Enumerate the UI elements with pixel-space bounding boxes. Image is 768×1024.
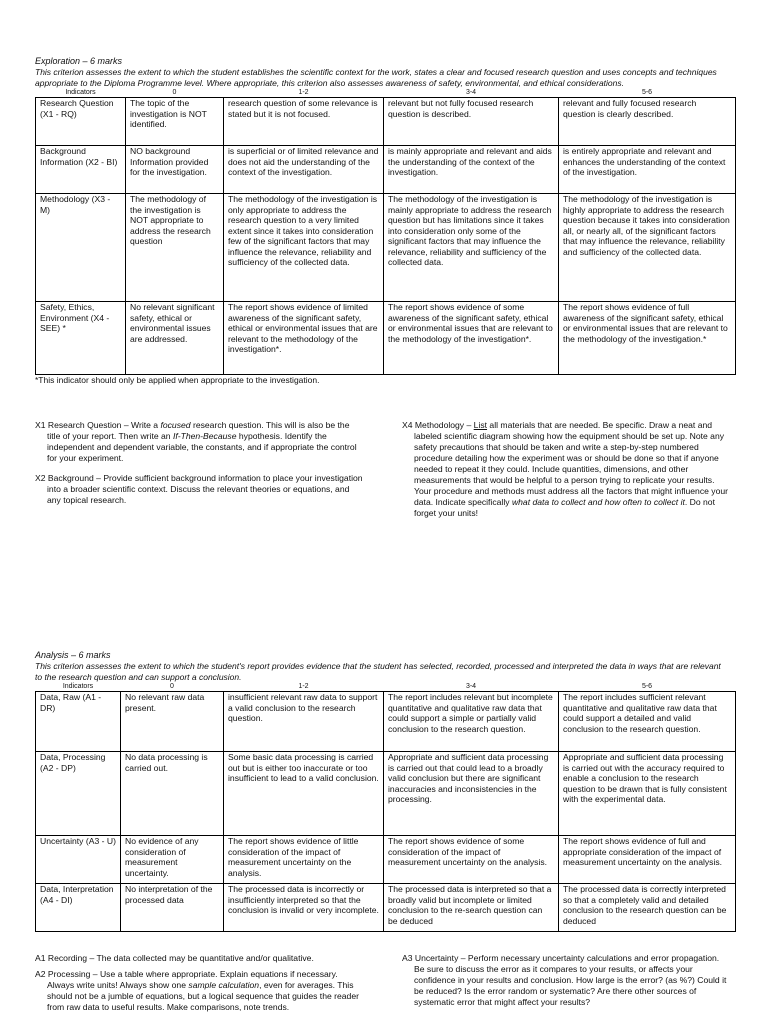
header-score: 3-4 [465,682,477,690]
table-row [36,884,736,932]
table-cell: Data, Interpretation (A4 - DI) [36,884,121,932]
exploration-notes-right [402,420,732,528]
analysis-notes-left [35,953,365,1022]
table-cell: Background Information (X2 - BI) [36,146,126,194]
analysis-description: This criterion assesses the extent to which the student's report provides evidence that the student has selected, recorded, processed and interpreted the data in ways that are relevant to the research question and can support a conclusion. [35,661,721,682]
exploration-table [35,88,736,375]
table-cell: NO background Information provided for the investigation. [126,146,224,194]
table-cell: The methodology of the investigation is mainly appropriate to address the research question but has limitations since it takes into consideration only some of the significant factors that may influence the relevance, reliability and sufficiency of the collected data. [384,194,559,302]
x1-mid: research question. This will is also be the title of your report. Then write an [47,420,350,441]
table-header-row [36,682,736,692]
a3-note: A3 Uncertainty – Perform necessary uncertainty calculations and error propagation. Be sure to discuss the error as it compares to your results, or affects your confidence in your results and conclusion. How large is the error? (as %?) Could it be reduced? Is the error random or systematic? Are there other sources of systematic error that might affect your results? [402,953,727,1007]
x4-note [402,420,732,519]
x2-note: X2 Background – Provide sufficient background information to place your investigation into a broader scientific context. Discuss the relevant theories or equations, and any topical research. [35,473,363,505]
exploration-title: Exploration – 6 marks [35,56,123,66]
analysis-notes-right [402,953,732,1017]
table-cell: The report shows evidence of limited awareness of the significant safety, ethical or environmental issues that are relevant to the methodology of the investigation*. [224,302,384,375]
analysis-title: Analysis – 6 marks [35,650,111,660]
table-cell: research question of some relevance is stated but it is not focused. [224,98,384,146]
a2-tail: , even for averages. This should not be a jumble of equations, but a logical sequence that guides the reader from raw data to useful results. Make comparisons, note trends. [47,980,359,1012]
table-header-row [36,88,736,98]
header-score: 3-4 [465,88,477,96]
table-cell: The methodology of the investigation is highly appropriate to address the research question because it takes into consideration all, or nearly all, of the significant factors that may influence the relevance, reliability and sufficiency of the collected data. [559,194,736,302]
table-cell: Methodology (X3 - M) [36,194,126,302]
x1-ifthen: If-Then-Because [172,431,237,441]
header-indicators: Indicators [62,682,94,690]
header-score: 0 [172,88,177,96]
header-score: 1-2 [298,682,309,690]
table-row [36,752,736,836]
table-cell: relevant but not fully focused research question is described. [384,98,559,146]
table-cell: Uncertainty (A3 - U) [36,836,121,884]
x1-tail: hypothesis. Identify the independent and dependent variable, the constants, and if appropriate the control for your experiment. [47,431,357,463]
table-cell: The processed data is correctly interpreted so that a completely valid and detailed conclusion to the research question can be deduced [559,884,736,932]
table-cell: The processed data is interpreted so that a broadly valid but incomplete or limited conclusion to the re-search question can be deduced [384,884,559,932]
header-indicators: Indicators [65,88,96,96]
table-row [36,98,736,146]
a1-note: A1 Recording – The data collected may be quantitative and/or qualitative. [35,953,314,963]
table-row [36,302,736,375]
exploration-section [35,56,735,385]
exploration-description: This criterion assesses the extent to which the student establishes the scientific context for the work, states a clear and focused research question and uses concepts and techniques appropriate to the Diploma Programme level. Where appropriate, this criterion also assesses awareness of safety, environmental, and ethical considerations. [35,67,717,88]
table-cell: Data, Raw (A1 - DR) [36,692,121,752]
table-cell: Appropriate and sufficient data processing is carried out that could lead to a broadly valid conclusion but there are significant inaccuracies and inconsistencies in the processing. [384,752,559,836]
table-cell: The report shows evidence of full awareness of the significant safety, ethical or environmental issues that are relevant to the methodology of the investigation.* [559,302,736,375]
table-cell: The report shows evidence of some consideration of the impact of measurement uncertainty on the analysis. [384,836,559,884]
a2-lead: A2 Processing – Use a table where appropriate. Explain equations if necessary. Always write units! Always show one [35,969,338,990]
x4-body: all materials that are needed. Be specific. Draw a neat and labeled scientific diagram showing how the equipment should be set up. Note any safety precautions that should be taken and write a step-by-step numbered procedure detailing how the experiment was or should be done so that if anyone needed to repeat it they could. Include quantities, dimensions, and other measurements that would be helpful to a person trying to replicate your results. Your procedure and methods must address all the factors that might influence your data. Indicate specifically [414,420,729,507]
header-score: 1-2 [298,88,309,96]
x1-note [35,420,365,464]
table-cell: The report shows evidence of little consideration of the impact of measurement uncertainty on the analysis. [224,836,384,884]
table-cell: Research Question (X1 - RQ) [36,98,126,146]
exploration-footnote: *This indicator should only be applied when appropriate to the investigation. [35,375,320,385]
table-cell: The report shows evidence of full and appropriate consideration of the impact of measurement uncertainty on the analysis. [559,836,736,884]
table-cell: is mainly appropriate and relevant and aids the understanding of the context of the investigation. [384,146,559,194]
x4-list: List [473,420,488,430]
analysis-section [35,650,735,932]
table-cell: The methodology of the investigation is NOT appropriate to address the research question [126,194,224,302]
table-cell: The processed data is incorrectly or insufficiently interpreted so that the conclusion is invalid or very incomplete. [224,884,384,932]
x4-lead: X4 Methodology – [402,420,474,430]
x4-what: what data to collect and how often to collect it [511,497,685,507]
table-cell: No interpretation of the processed data [121,884,224,932]
table-cell: No data processing is carried out. [121,752,224,836]
table-row [36,692,736,752]
table-cell: is superficial or of limited relevance and does not aid the understanding of the context of the investigation. [224,146,384,194]
table-row [36,836,736,884]
x1-lead: X1 Research Question – Write a [35,420,161,430]
table-cell: No evidence of any consideration of measurement uncertainty. [121,836,224,884]
table-cell: Some basic data processing is carried out but is either too inaccurate or too insufficient to lead to a valid conclusion. [224,752,384,836]
table-cell: The report includes relevant but incomplete quantitative and qualitative raw data that could support a simple or partially valid conclusion to the research question. [384,692,559,752]
table-cell: Appropriate and sufficient data processing is carried out with the accuracy required to enable a conclusion to the research question to be drawn that is fully consistent with the experimental data. [559,752,736,836]
table-cell: The report shows evidence of some awareness of the significant safety, ethical or environmental issues that are relevant to the methodology of the investigation*. [384,302,559,375]
table-cell: is entirely appropriate and relevant and enhances the understanding of the context of the investigation. [559,146,736,194]
x4-end: . Do not forget your units! [414,497,715,518]
table-cell: Data, Processing (A2 - DP) [36,752,121,836]
table-cell: The methodology of the investigation is only appropriate to address the research question to a very limited extent since it takes into consideration few of the significant factors that may influence the relevance, reliability and sufficiency of the collected data. [224,194,384,302]
table-cell: The report includes sufficient relevant quantitative and qualitative raw data that could support a detailed and valid conclusion to the research question. [559,692,736,752]
table-cell: Safety, Ethics, Environment (X4 - SEE) * [36,302,126,375]
a2-note [35,969,365,1013]
table-cell: insufficient relevant raw data to support a valid conclusion to the research question. [224,692,384,752]
table-row [36,146,736,194]
header-score: 5-6 [641,88,653,96]
header-score: 5-6 [641,682,653,690]
table-row [36,194,736,302]
analysis-table [35,682,736,932]
table-cell: No relevant raw data present. [121,692,224,752]
exploration-notes-left [35,420,365,515]
table-cell: The topic of the investigation is NOT identified. [126,98,224,146]
x1-focused: focused [160,420,191,430]
table-cell: No relevant significant safety, ethical or environmental issues are addressed. [126,302,224,375]
a2-sample: sample calculation [188,980,260,990]
table-cell: relevant and fully focused research question is clearly described. [559,98,736,146]
header-score: 0 [170,682,174,690]
